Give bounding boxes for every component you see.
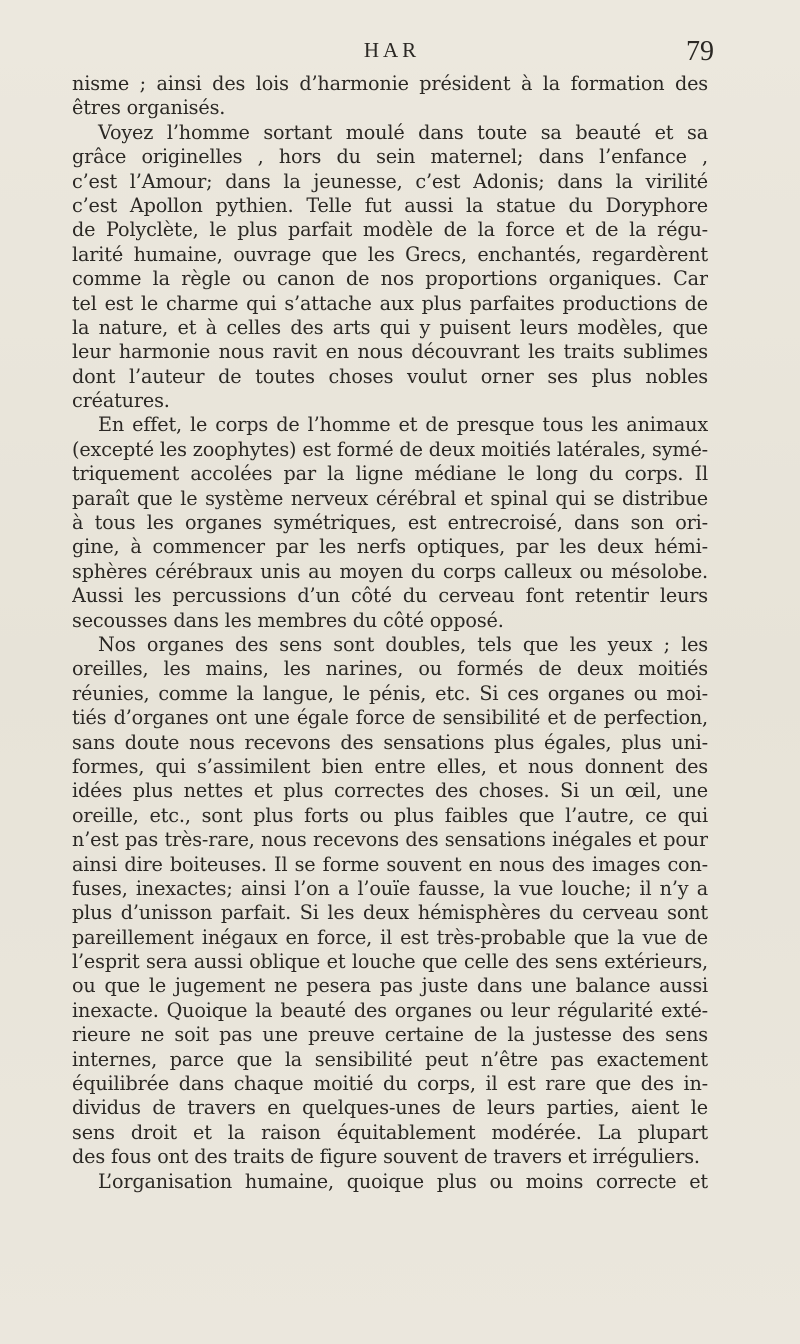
text-line: inexacte. Quoique la beauté des organes ou leur régularité exté- — [72, 998, 708, 1022]
text-line: larité humaine, ouvrage que les Grecs, enchantés, regardèrent — [72, 242, 708, 266]
text-line: ainsi dire boiteuses. Il se forme souvent en nous des images con- — [72, 852, 708, 876]
text-line: formes, qui s’assimilent bien entre elles, et nous donnent des — [72, 754, 708, 778]
text-line: fuses, inexactes; ainsi l’on a l’ouïe fausse, la vue louche; il n’y a — [72, 876, 708, 900]
page-header — [72, 34, 712, 74]
text-line: l’esprit sera aussi oblique et louche que celle des sens extérieurs, — [72, 950, 708, 974]
text-line: Voyez l’homme sortant moulé dans toute sa beauté et sa — [98, 120, 708, 144]
text-line: Aussi les percussions d’un côté du cerveau font retentir leurs — [72, 584, 708, 608]
text-line: des fous ont des traits de figure souvent de travers et irréguliers. — [72, 1145, 700, 1169]
text-line: créatures. — [72, 389, 170, 413]
text-line: paraît que le système nerveux cérébral et spinal qui se distribue — [72, 486, 708, 510]
text-line: sans doute nous recevons des sensations plus égales, plus uni- — [72, 730, 708, 754]
text-line: Nos organes des sens sont doubles, tels que les yeux ; les — [98, 632, 708, 656]
body-text — [72, 72, 708, 1194]
text-line: tel est le charme qui s’attache aux plus parfaites productions de — [72, 291, 708, 315]
text-line: n’est pas très-rare, nous recevons des sensations inégales et pour — [72, 828, 708, 852]
text-line: L’organisation humaine, quoique plus ou moins correcte et — [98, 1169, 708, 1193]
text-line: ou que le jugement ne pesera pas juste dans une balance aussi — [72, 974, 708, 998]
text-line: oreilles, les mains, les narines, ou formés de deux moitiés — [72, 657, 708, 681]
text-line: grâce originelles , hors du sein maternel; dans l’enfance , — [72, 145, 708, 169]
text-line: la nature, et à celles des arts qui y puisent leurs modèles, que — [72, 315, 708, 339]
text-line: (excepté les zoophytes) est formé de deux moitiés latérales, symé- — [72, 437, 708, 461]
text-line: dividus de travers en quelques-unes de leurs parties, aient le — [72, 1096, 708, 1120]
text-line: à tous les organes symétriques, est entrecroisé, dans son ori- — [72, 511, 708, 535]
text-line: sphères cérébraux unis au moyen du corps calleux ou mésolobe. — [72, 559, 708, 583]
text-line: réunies, comme la langue, le pénis, etc. Si ces organes ou moi- — [72, 681, 708, 705]
text-line: En effet, le corps de l’homme et de presque tous les animaux — [98, 413, 708, 437]
text-line: c’est Apollon pythien. Telle fut aussi la statue du Doryphore — [72, 193, 708, 217]
text-line: pareillement inégaux en force, il est très-probable que la vue de — [72, 925, 708, 949]
text-line: rieure ne soit pas une preuve certaine de la justesse des sens — [72, 1023, 708, 1047]
text-line: internes, parce que la sensibilité peut n’être pas exactement — [72, 1047, 708, 1071]
text-line: triquement accolées par la ligne médiane le long du corps. Il — [72, 462, 708, 486]
text-line: dont l’auteur de toutes choses voulut orner ses plus nobles — [72, 364, 708, 388]
text-line: tiés d’organes ont une égale force de sensibilité et de perfection, — [72, 706, 708, 730]
text-line: êtres organisés. — [72, 96, 226, 120]
text-line: comme la règle ou canon de nos proportions organiques. Car — [72, 267, 708, 291]
page-number: 79 — [686, 36, 714, 67]
text-line: sens droit et la raison équitablement modérée. La plupart — [72, 1120, 708, 1144]
text-line: de Polyclète, le plus parfait modèle de la force et de la régu- — [72, 218, 708, 242]
text-line: leur harmonie nous ravit en nous découvrant les traits sublimes — [72, 340, 708, 364]
running-head: HAR — [363, 38, 421, 62]
text-line: c’est l’Amour; dans la jeunesse, c’est Adonis; dans la virilité — [72, 169, 708, 193]
text-line: oreille, etc., sont plus forts ou plus faibles que l’autre, ce qui — [72, 803, 708, 827]
text-line: nisme ; ainsi des lois d’harmonie président à la formation des — [72, 72, 708, 95]
text-line: équilibrée dans chaque moitié du corps, il est rare que des in- — [72, 1072, 708, 1096]
text-line: gine, à commencer par les nerfs optiques, par les deux hémi- — [72, 535, 708, 559]
text-line: secousses dans les membres du côté opposé. — [72, 608, 504, 632]
text-line: plus d’unisson parfait. Si les deux hémisphères du cerveau sont — [72, 901, 708, 925]
text-line: idées plus nettes et plus correctes des choses. Si un œil, une — [72, 779, 708, 803]
